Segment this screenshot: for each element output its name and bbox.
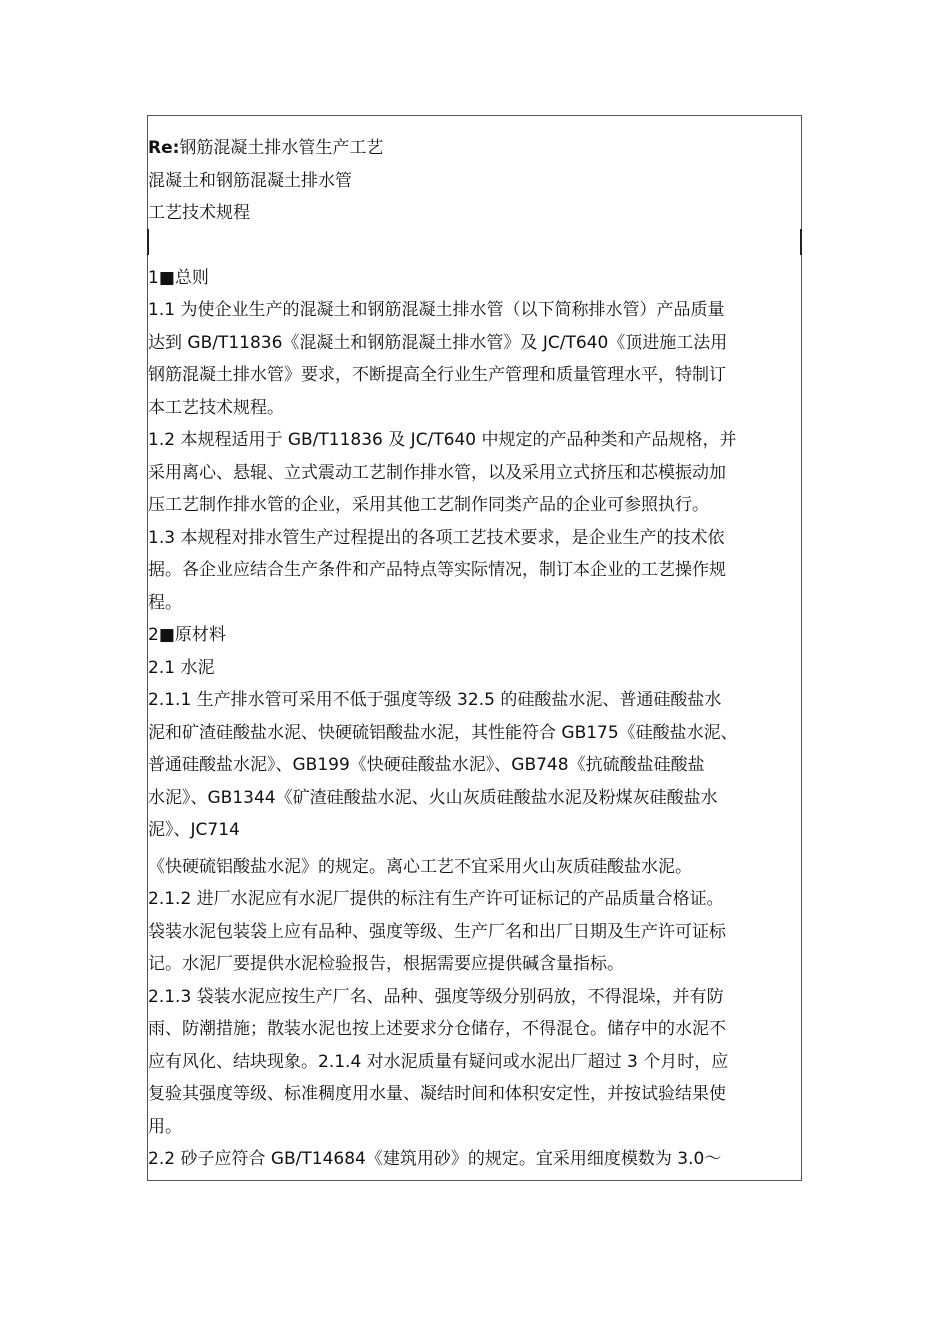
document-content	[148, 132, 798, 1176]
post-title	[148, 132, 798, 165]
text-line: 1■总则	[148, 267, 209, 288]
text-line: 泥》、JC714	[148, 820, 240, 840]
text-line: 达到 GB/T11836《混凝土和钢筋混凝土排水管》及 JC/T640《顶进施工法用	[148, 332, 728, 353]
right-edge-mark	[800, 229, 802, 255]
text-line: 《快硬硫铝酸盐水泥》的规定。离心工艺不宜采用火山灰质硅酸盐水泥。	[148, 856, 692, 877]
blank-line	[148, 230, 798, 262]
text-line: 采用离心、悬辊、立式震动工艺制作排水管，以及采用立式挤压和芯模振动加	[148, 462, 726, 483]
text-line: 程。	[148, 592, 182, 613]
text-line: 记。水泥厂要提供水泥检验报告，根据需要应提供碱含量指标。	[148, 954, 624, 974]
text-line: 雨、防潮措施；散装水泥也按上述要求分仓储存，不得混仓。储存中的水泥不	[148, 1019, 726, 1039]
text-line: 用。	[148, 1116, 182, 1137]
subtitle-line: 混凝土和钢筋混凝土排水管	[148, 170, 352, 191]
text-line: 压工艺制作排水管的企业，采用其他工艺制作同类产品的企业可参照执行。	[148, 495, 709, 515]
text-line: 2.1.2 进厂水泥应有水泥厂提供的标注有生产许可证标记的产品质量合格证。	[148, 889, 724, 909]
text-line: 1.2 本规程适用于 GB/T11836 及 JC/T640 中规定的产品种类和产品规格，并	[148, 430, 737, 450]
text-line: 泥和矿渣硅酸盐水泥、快硬硫铝酸盐水泥，其性能符合 GB175《硅酸盐水泥、	[148, 722, 738, 743]
text-line: 2.1.1 生产排水管可采用不低于强度等级 32.5 的硅酸盐水泥、普通硅酸盐水	[148, 690, 722, 710]
body-text	[148, 262, 798, 1176]
text-line: 据。各企业应结合生产条件和产品特点等实际情况，制订本企业的工艺操作规	[148, 560, 726, 580]
text-line: 水泥》、GB1344《矿渣硅酸盐水泥、火山灰质硅酸盐水泥及粉煤灰硅酸盐水	[148, 787, 718, 808]
re-prefix: Re:	[148, 138, 180, 158]
text-line: 1.3 本规程对排水管生产过程提出的各项工艺技术要求，是企业生产的技术依	[148, 527, 725, 548]
text-line: 本工艺技术规程。	[148, 397, 284, 418]
text-line: 应有风化、结块现象。2.1.4 对水泥质量有疑问或水泥出厂超过 3 个月时，应	[148, 1051, 729, 1072]
text-line: 1.1 为使企业生产的混凝土和钢筋混凝土排水管（以下简称排水管）产品质量	[148, 300, 725, 320]
text-line: 2.1 水泥	[148, 657, 215, 678]
text-line: 复验其强度等级、标准稠度用水量、凝结时间和体积安定性，并按试验结果使	[148, 1084, 726, 1104]
text-line: 钢筋混凝土排水管》要求，不断提高全行业生产管理和质量管理水平，特制订	[148, 365, 726, 385]
text-line: 2.1.3 袋装水泥应按生产厂名、品种、强度等级分别码放，不得混垛，并有防	[148, 986, 724, 1007]
text-line: 2■原材料	[148, 625, 226, 645]
title-text: 钢筋混凝土排水管生产工艺	[179, 138, 384, 158]
text-line: 普通硅酸盐水泥》、GB199《快硬硅酸盐水泥》、GB748《抗硫酸盐硅酸盐	[148, 755, 705, 775]
text-line: 2.2 砂子应符合 GB/T14684《建筑用砂》的规定。宜采用细度模数为 3.0～	[148, 1149, 722, 1169]
text-line: 袋装水泥包装袋上应有品种、强度等级、生产厂名和出厂日期及生产许可证标	[148, 921, 726, 942]
subtitle-line: 工艺技术规程	[148, 203, 250, 223]
